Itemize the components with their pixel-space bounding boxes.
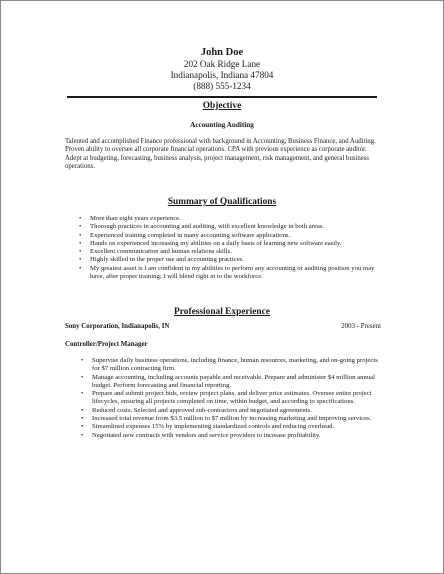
experience-list — [81, 357, 381, 440]
bullet-icon: • — [81, 390, 84, 398]
objective-heading: Objective — [202, 101, 242, 111]
city-state-zip: Indianapolis, Indiana 47804 — [170, 70, 274, 80]
bullet-icon: • — [81, 423, 84, 431]
bullet-icon: • — [79, 223, 82, 231]
list-item-text: Manage accounting, including accounts payable and receivable. Prepare and administer $4 million annual budget. Perform forecasting and financial reporting. — [92, 373, 376, 389]
bullet-icon: • — [81, 373, 84, 381]
list-item-text: Highly skilled in the proper use and accounting practices. — [90, 256, 244, 264]
bullet-icon: • — [79, 231, 82, 239]
list-item-text: My greatest asset is I am confident in my abilities to perform any accounting or auditing position you may have, after proper training; I will blend right in to the workforce. — [90, 264, 375, 281]
job-line — [65, 323, 381, 330]
bullet-icon: • — [81, 406, 84, 414]
phone-number: (888) 555-1234 — [193, 81, 251, 91]
bullet-icon: • — [79, 256, 82, 264]
bullet-icon: • — [79, 264, 82, 272]
list-item — [79, 265, 381, 282]
list-item — [79, 248, 381, 256]
list-item — [79, 215, 381, 223]
qualifications-heading: Summary of Qualifications — [167, 197, 277, 207]
bullet-icon: • — [79, 239, 82, 247]
job-dates: 2003 - Present — [341, 323, 381, 330]
bullet-icon: • — [81, 357, 84, 364]
list-item — [79, 240, 381, 248]
bullet-icon: • — [79, 248, 82, 256]
list-item-text: Streamlined expenses 15% by implementing standardized controls and reducing overhead. — [92, 423, 335, 431]
resume-header — [1, 47, 443, 92]
list-item-text: Increased total revenue from $3.5 million to $7 million by increasing marketing and improving services. — [92, 415, 372, 423]
street-address: 202 Oak Ridge Lane — [183, 59, 261, 69]
list-item-text: Reduced costs. Selected and approved sub-contractors and negotiated agreements. — [92, 406, 312, 414]
list-item-text: Hands on experienced increasing my abilities on a daily basis of learning new software easily. — [90, 239, 342, 247]
list-item — [81, 374, 381, 391]
list-item — [79, 256, 381, 264]
job-role: Controller/Project Manager — [65, 341, 148, 348]
company-name: Sony Corporation, Indianapolis, IN — [65, 323, 170, 330]
list-item — [81, 415, 381, 423]
objective-text: Talented and accomplished Finance professional with background in Accounting, Business Finance, and Auditing. Proven ability to oversee all corporate financial operations. CPA with previous experience as corporate auditor. Adept at budgeting, forecasting, business analysis, project management, risk management, and general business operations. — [65, 138, 376, 170]
list-item-text: Prepare and submit project bids, review project plans, and deliver price estimates. Oversee entire project lifecycles, ensuring all projects completed on time, within budget, and according to specifications. — [92, 390, 372, 406]
header-divider — [67, 96, 377, 98]
list-item — [81, 357, 381, 374]
list-item-text: Negotiated new contracts with vendors and service providers to increase profitability. — [92, 431, 321, 439]
list-item — [81, 432, 381, 440]
list-item-text: Experienced training completed in many accounting software applications. — [90, 231, 291, 239]
qualifications-list — [79, 215, 381, 281]
bullet-icon: • — [81, 431, 84, 439]
list-item-text: Excellent communication and human relations skills. — [90, 248, 232, 256]
list-item — [79, 223, 381, 231]
list-item — [81, 423, 381, 431]
candidate-name: John Doe — [200, 47, 244, 58]
list-item-text: More than eight years experience. — [90, 215, 181, 222]
objective-subtitle: Accounting Auditing — [190, 121, 254, 129]
list-item-text: Supervise daily business operations, including finance, human resources, marketing, and on-going projects for $7 million contracting firm. — [92, 357, 378, 373]
bullet-icon: • — [79, 215, 82, 222]
experience-heading: Professional Experience — [174, 307, 270, 317]
list-item — [79, 232, 381, 240]
list-item-text: Thorough practices in accounting and auditing, with excellent knowledge in both areas. — [90, 223, 325, 231]
bullet-icon: • — [81, 415, 84, 423]
list-item — [81, 390, 381, 407]
list-item — [81, 407, 381, 415]
